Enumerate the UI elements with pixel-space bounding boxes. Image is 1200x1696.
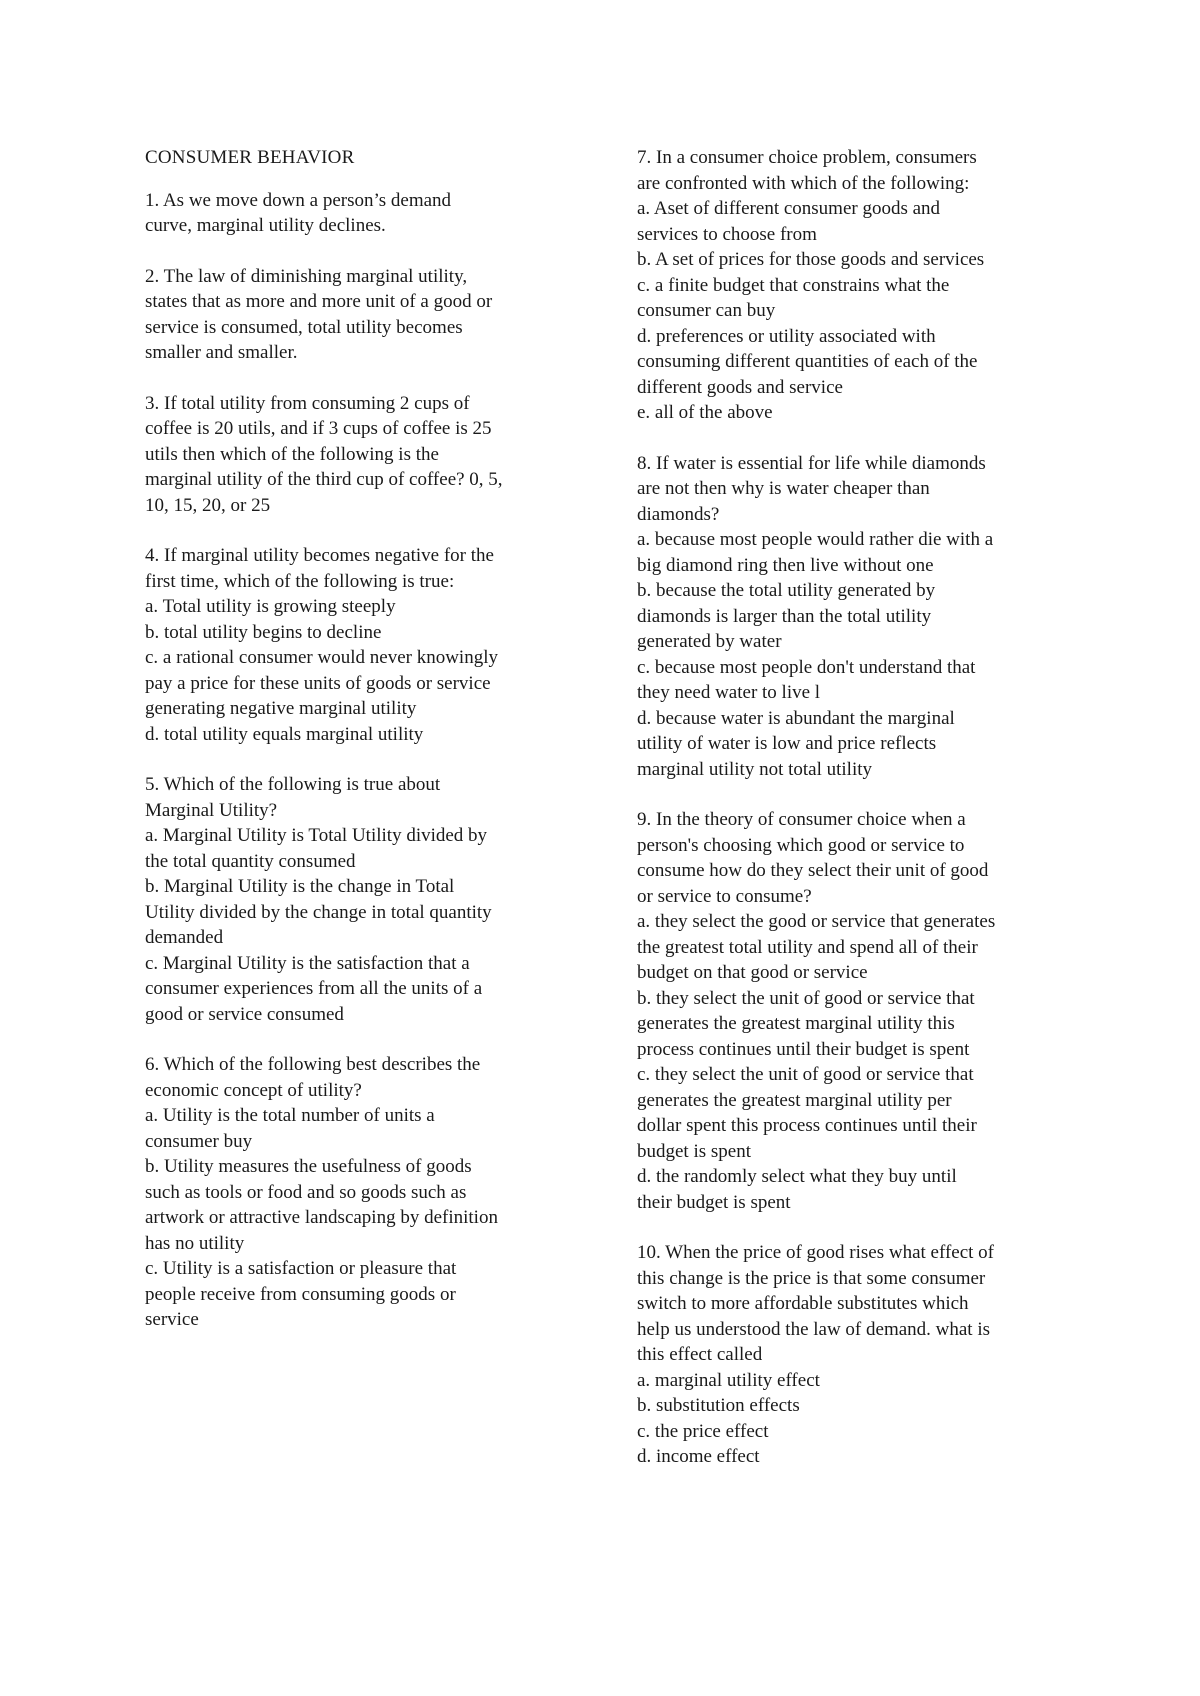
question-line: the greatest total utility and spend all of their — [637, 936, 978, 958]
question-line: switch to more affordable substitutes which — [637, 1293, 969, 1314]
question-line: b. total utility begins to decline — [145, 621, 382, 643]
question-line: consumer can buy — [637, 300, 776, 321]
question-line: marginal utility of the third cup of coffee? 0, 5, — [145, 469, 503, 490]
question-line: economic concept of utility? — [145, 1079, 362, 1101]
question-block — [145, 391, 575, 519]
question-line: coffee is 20 utils, and if 3 cups of coffee is 25 — [145, 418, 492, 439]
question-line: diamonds is larger than the total utility — [637, 605, 932, 627]
question-line: a. Marginal Utility is Total Utility divided by — [145, 825, 488, 846]
question-line: a. Utility is the total number of units a — [145, 1105, 435, 1126]
question-line: utility of water is low and price reflects — [637, 733, 937, 754]
question-block — [637, 145, 1067, 426]
question-line: 9. In the theory of consumer choice when a — [637, 809, 966, 830]
question-line: 5. Which of the following is true about — [145, 774, 441, 795]
question-line: Marginal Utility? — [145, 799, 278, 821]
question-line: c. the price effect — [637, 1420, 769, 1442]
question-line: are confronted with which of the following: — [637, 172, 970, 194]
question-line: c. they select the unit of good or service that — [637, 1064, 974, 1085]
question-block — [637, 1240, 1067, 1470]
question-line: d. preferences or utility associated with — [637, 325, 936, 347]
question-line: this change is the price is that some consumer — [637, 1267, 986, 1289]
question-line: c. a finite budget that constrains what the — [637, 274, 950, 296]
question-line: 3. If total utility from consuming 2 cups of — [145, 392, 470, 414]
question-line: the total quantity consumed — [145, 850, 356, 872]
question-line: generates the greatest marginal utility per — [637, 1089, 952, 1111]
question-line: demanded — [145, 927, 224, 948]
question-line: process continues until their budget is spent — [637, 1038, 970, 1060]
question-line: a. Total utility is growing steeply — [145, 596, 396, 617]
question-line: this effect called — [637, 1344, 763, 1365]
question-line: or service to consume? — [637, 885, 812, 907]
question-line: a. they select the good or service that generates — [637, 911, 996, 932]
question-line: good or service consumed — [145, 1003, 344, 1025]
question-line: utils then which of the following is the — [145, 443, 439, 465]
question-line: b. substitution effects — [637, 1395, 800, 1416]
question-line: diamonds? — [637, 503, 720, 525]
question-line: pay a price for these units of goods or service — [145, 672, 491, 694]
question-line: consumer experiences from all the units of a — [145, 978, 483, 999]
question-block — [145, 264, 575, 366]
question-line: c. because most people don't understand that — [637, 656, 976, 678]
question-line: consuming different quantities of each of the — [637, 351, 978, 372]
question-line: first time, which of the following is true: — [145, 570, 455, 592]
question-line: generating negative marginal utility — [145, 698, 417, 719]
question-line: such as tools or food and so goods such as — [145, 1181, 467, 1203]
question-line: c. Utility is a satisfaction or pleasure that — [145, 1258, 457, 1279]
left-question-list — [145, 188, 575, 1333]
question-line: service is consumed, total utility becomes — [145, 316, 463, 338]
question-line: c. Marginal Utility is the satisfaction that a — [145, 952, 470, 974]
document-title: CONSUMER BEHAVIOR — [145, 147, 355, 168]
question-line: smaller and smaller. — [145, 342, 298, 363]
question-line: are not then why is water cheaper than — [637, 478, 930, 499]
question-block — [145, 543, 575, 747]
question-block — [637, 807, 1067, 1215]
question-line: dollar spent this process continues until their — [637, 1115, 977, 1136]
question-line: c. a rational consumer would never knowingly — [145, 647, 498, 668]
question-line: Utility divided by the change in total quantity — [145, 901, 492, 923]
question-line: generates the greatest marginal utility this — [637, 1013, 955, 1034]
question-block — [145, 772, 575, 1027]
question-line: has no utility — [145, 1232, 245, 1254]
question-line: b. because the total utility generated by — [637, 580, 936, 601]
question-line: d. total utility equals marginal utility — [145, 723, 424, 745]
question-line: d. income effect — [637, 1446, 760, 1467]
question-line: 10, 15, 20, or 25 — [145, 494, 271, 516]
question-line: e. all of the above — [637, 402, 773, 423]
question-line: their budget is spent — [637, 1191, 791, 1213]
question-line: big diamond ring then live without one — [637, 554, 934, 576]
question-line: d. the randomly select what they buy until — [637, 1166, 957, 1187]
question-line: 7. In a consumer choice problem, consumers — [637, 147, 977, 168]
question-line: b. Utility measures the usefulness of goods — [145, 1156, 472, 1177]
question-line: marginal utility not total utility — [637, 758, 873, 780]
question-line: b. Marginal Utility is the change in Total — [145, 876, 455, 897]
question-line: person's choosing which good or service to — [637, 834, 965, 856]
question-block — [145, 1052, 575, 1333]
left-column — [145, 145, 575, 1358]
question-line: budget is spent — [637, 1140, 751, 1162]
question-line: different goods and service — [637, 376, 843, 398]
question-line: b. A set of prices for those goods and services — [637, 249, 985, 270]
question-line: service — [145, 1309, 199, 1330]
question-line: 4. If marginal utility becomes negative for the — [145, 545, 494, 566]
question-line: they need water to live l — [637, 682, 821, 703]
question-line: generated by water — [637, 631, 782, 652]
question-line: curve, marginal utility declines. — [145, 215, 386, 236]
question-line: people receive from consuming goods or — [145, 1283, 456, 1305]
right-question-list — [637, 145, 1067, 1470]
question-block — [637, 451, 1067, 783]
question-line: a. because most people would rather die with a — [637, 529, 994, 550]
question-line: artwork or attractive landscaping by definition — [145, 1207, 498, 1228]
question-line: 10. When the price of good rises what effect of — [637, 1242, 995, 1263]
question-line: b. they select the unit of good or service that — [637, 987, 975, 1009]
question-block — [145, 188, 575, 239]
question-line: consumer buy — [145, 1130, 253, 1152]
question-line: budget on that good or service — [637, 962, 868, 983]
question-line: 2. The law of diminishing marginal utility, — [145, 265, 468, 287]
question-line: services to choose from — [637, 223, 817, 245]
question-line: help us understood the law of demand. what is — [637, 1318, 991, 1340]
question-line: 1. As we move down a person’s demand — [145, 189, 452, 211]
question-line: consume how do they select their unit of good — [637, 860, 989, 881]
question-line: a. Aset of different consumer goods and — [637, 198, 941, 219]
question-line: 6. Which of the following best describes the — [145, 1054, 481, 1075]
question-line: d. because water is abundant the marginal — [637, 707, 955, 729]
question-line: 8. If water is essential for life while diamonds — [637, 452, 986, 474]
right-column — [637, 145, 1067, 1495]
question-line: a. marginal utility effect — [637, 1369, 820, 1391]
question-line: states that as more and more unit of a good or — [145, 291, 493, 312]
